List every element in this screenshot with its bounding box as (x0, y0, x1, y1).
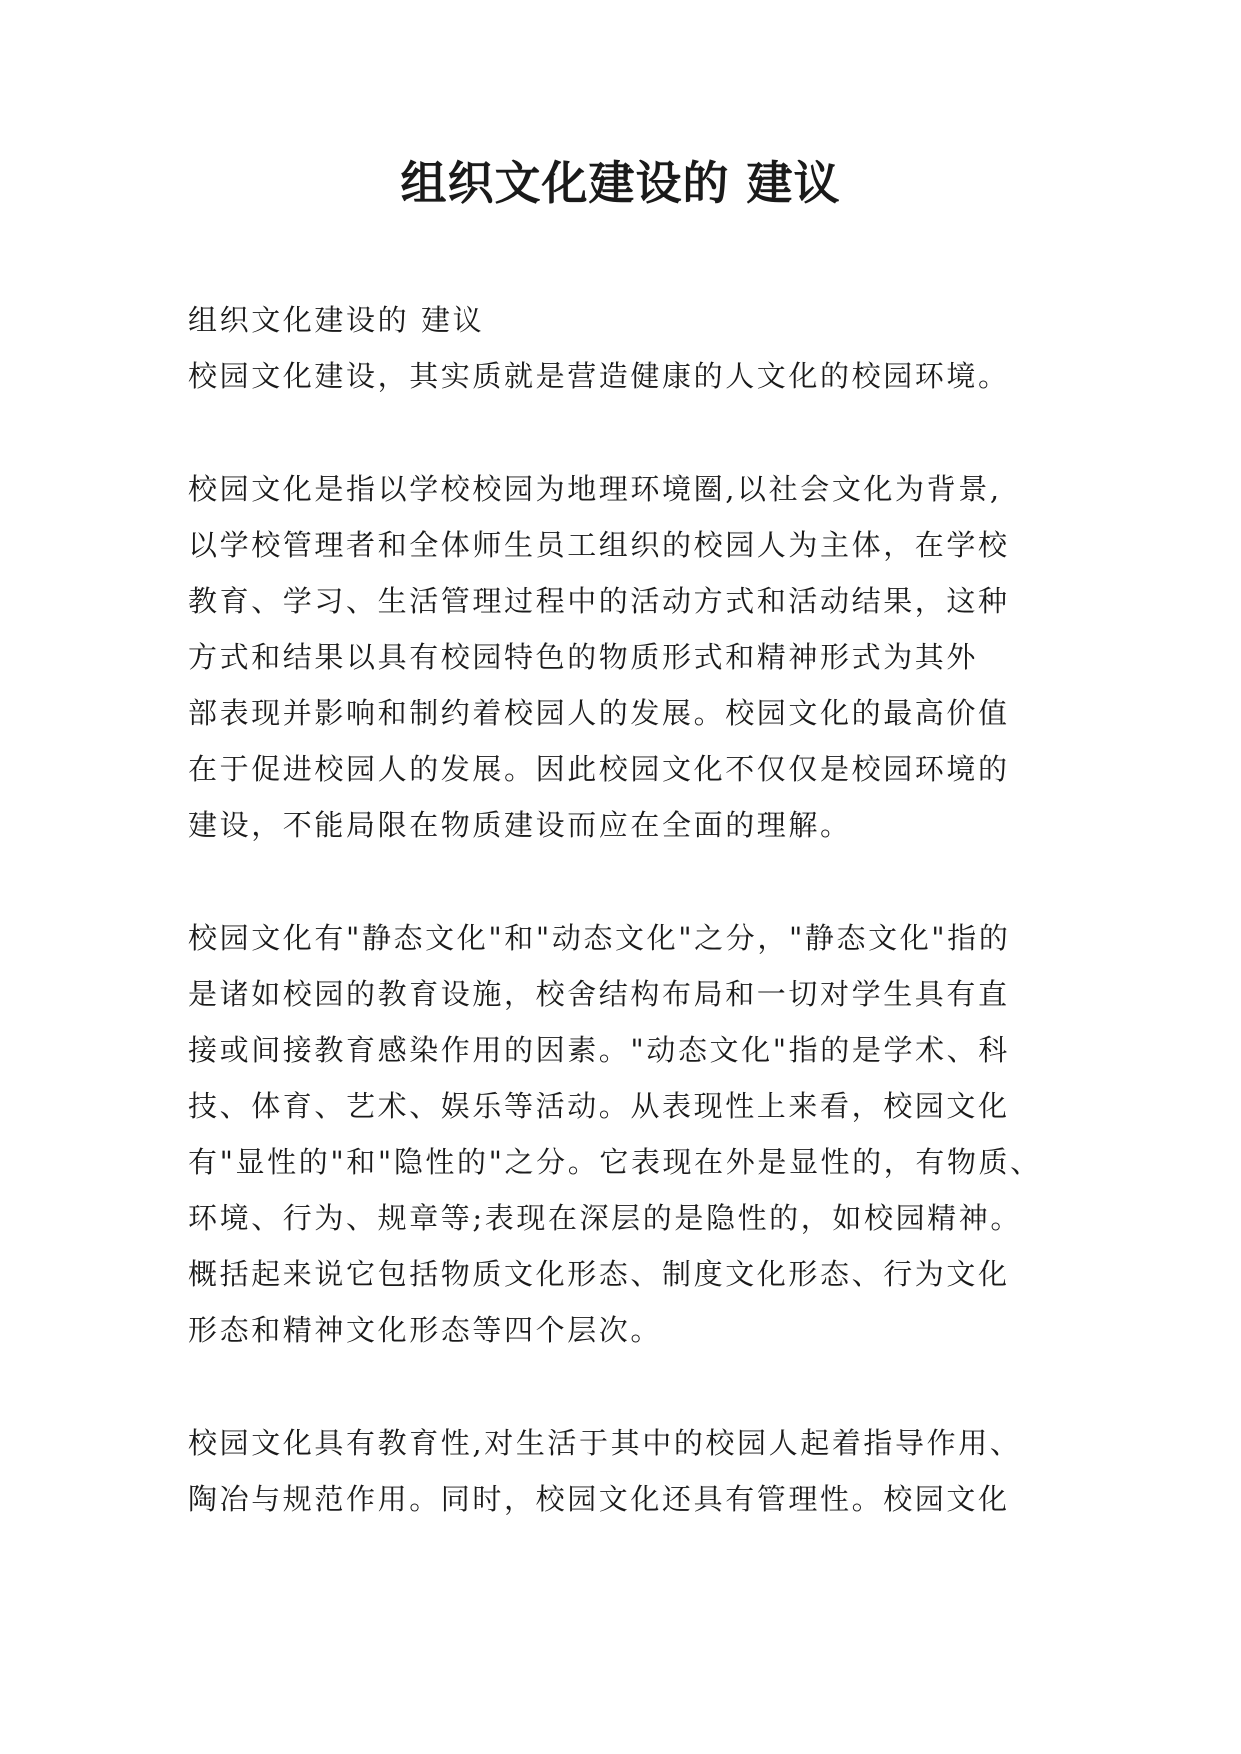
text-line: 校园文化建设，其实质就是营造健康的人文化的校园环境。 (188, 359, 1010, 393)
text-line: 校园文化是指以学校校园为地理环境圈,以社会文化为背景, (188, 472, 1002, 506)
document-title: 组织文化建设的 建议 (400, 156, 841, 210)
paragraph-characteristics (188, 1415, 1068, 1527)
text-line: 组织文化建设的 建议 (188, 303, 485, 337)
text-line: 形态和精神文化形态等四个层次。 (188, 1313, 663, 1347)
text-line: 以学校管理者和全体师生员工组织的校园人为主体，在学校 (188, 528, 1010, 562)
text-line: 接或间接教育感染作用的因素。"动态文化"指的是学术、科 (188, 1033, 1010, 1067)
text-line: 技、体育、艺术、娱乐等活动。从表现性上来看，校园文化 (188, 1089, 1010, 1123)
text-line: 有"显性的"和"隐性的"之分。它表现在外是显性的，有物质、 (188, 1145, 1042, 1179)
text-line: 陶冶与规范作用。同时，校园文化还具有管理性。校园文化 (188, 1482, 1010, 1516)
text-line: 部表现并影响和制约着校园人的发展。校园文化的最高价值 (188, 696, 1010, 730)
text-line: 建设，不能局限在物质建设而应在全面的理解。 (188, 808, 852, 842)
text-line: 是诸如校园的教育设施，校舍结构布局和一切对学生具有直 (188, 977, 1010, 1011)
document-body (188, 292, 1068, 1584)
paragraph-intro (188, 292, 1068, 404)
text-line: 在于促进校园人的发展。因此校园文化不仅仅是校园环境的 (188, 752, 1010, 786)
paragraph-definition (188, 461, 1068, 853)
paragraph-classification (188, 910, 1068, 1358)
text-line: 概括起来说它包括物质文化形态、制度文化形态、行为文化 (188, 1257, 1010, 1291)
text-line: 校园文化有"静态文化"和"动态文化"之分，"静态文化"指的 (188, 921, 1011, 955)
text-line: 环境、行为、规章等;表现在深层的是隐性的，如校园精神。 (188, 1201, 1022, 1235)
text-line: 教育、学习、生活管理过程中的活动方式和活动结果，这种 (188, 584, 1010, 618)
text-line: 方式和结果以具有校园特色的物质形式和精神形式为其外 (188, 640, 979, 674)
text-line: 校园文化具有教育性,对生活于其中的校园人起着指导作用、 (188, 1426, 1022, 1460)
